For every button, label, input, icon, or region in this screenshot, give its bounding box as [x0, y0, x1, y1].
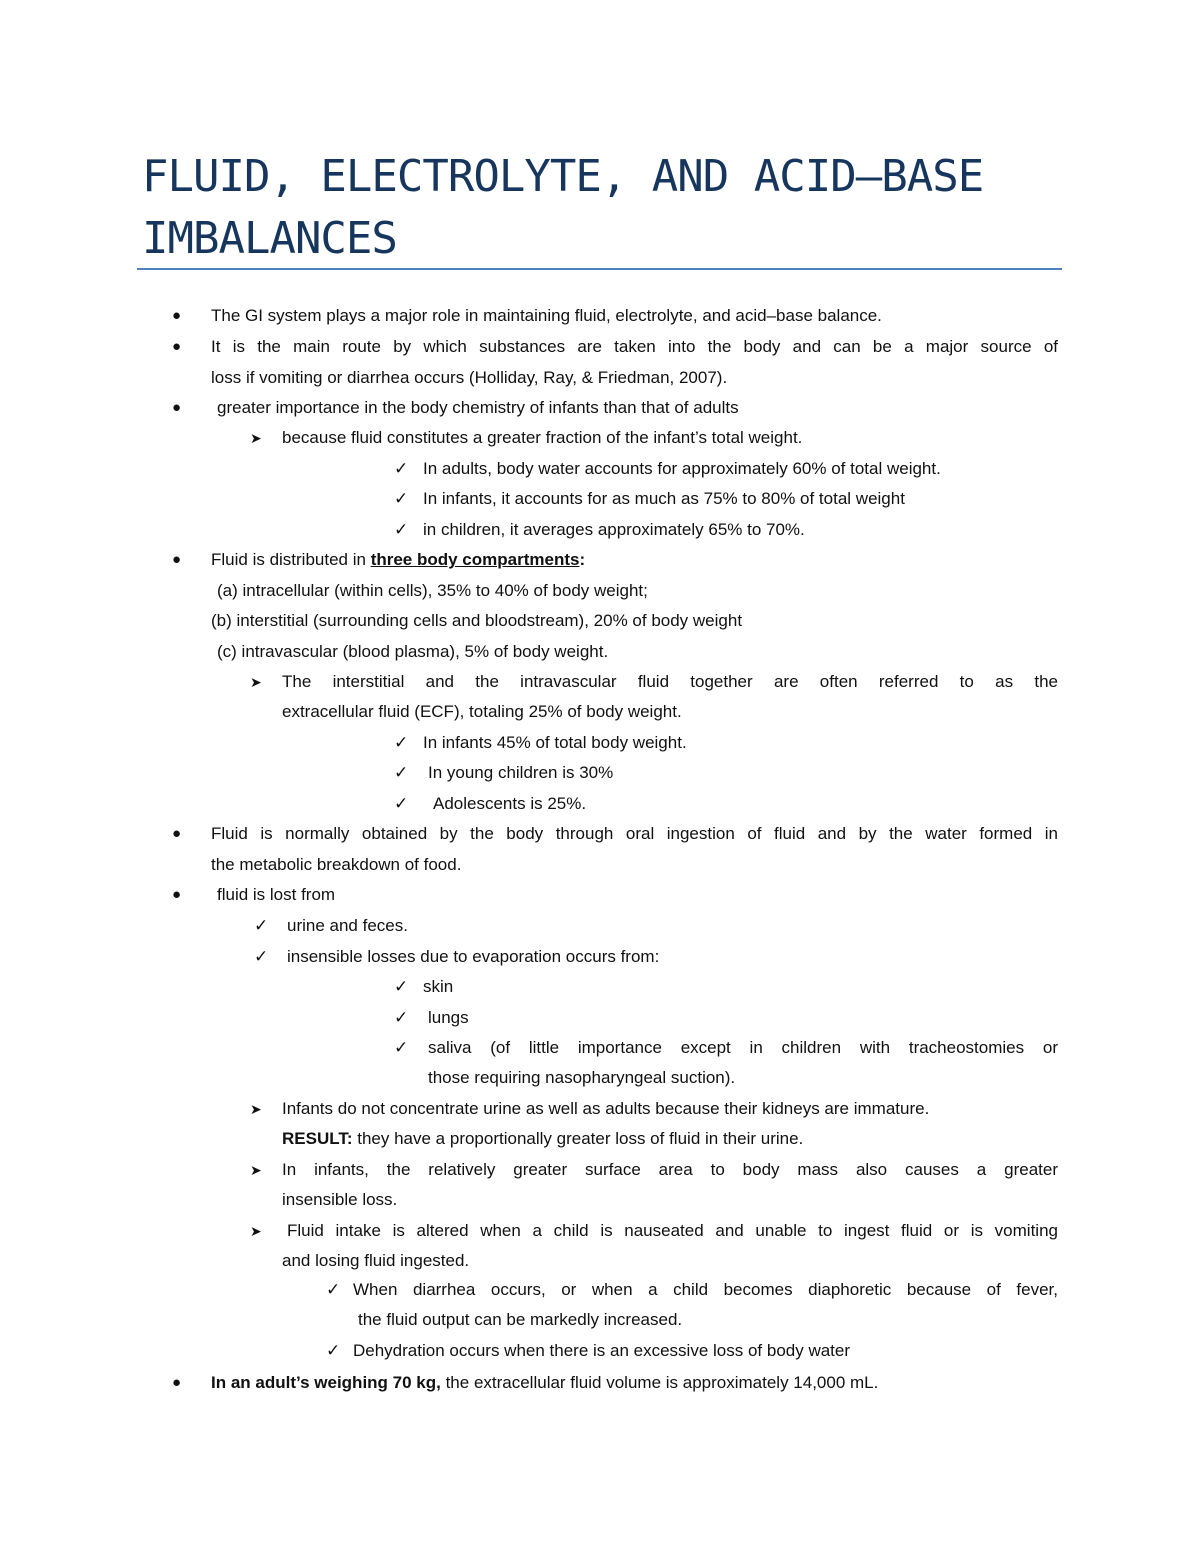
arrow-bullet-icon: ➤	[250, 1162, 262, 1178]
text-line: In young children is 30%	[428, 763, 614, 782]
text-line: Fluid intake is altered when a child is nauseated and unable to ingest fluid or is vomiting	[287, 1221, 1058, 1240]
text-line: Infants do not concentrate urine as well as adults because their kidneys are immature.	[282, 1099, 930, 1118]
text-line: insensible losses due to evaporation occurs from:	[287, 947, 660, 966]
text-line: Dehydration occurs when there is an excessive loss of body water	[353, 1341, 851, 1360]
emphasis-text: RESULT:	[282, 1129, 353, 1148]
checkmark-icon: ✓	[394, 459, 409, 478]
text-line: the fluid output can be markedly increased.	[358, 1310, 683, 1329]
text-line: because fluid constitutes a greater fraction of the infant’s total weight.	[282, 428, 803, 447]
text-line: (a) intracellular (within cells), 35% to 40% of body weight;	[217, 581, 648, 600]
bullet-icon: ●	[172, 338, 182, 355]
bullet-icon: ●	[172, 307, 182, 324]
text-line: and losing fluid ingested.	[282, 1251, 470, 1270]
text-line: saliva (of little importance except in children with tracheostomies or	[428, 1038, 1058, 1057]
checkmark-icon: ✓	[394, 520, 409, 539]
text-line: in children, it averages approximately 65% to 70%.	[423, 520, 805, 539]
bullet-icon: ●	[172, 551, 182, 568]
bullet-icon: ●	[172, 399, 182, 416]
text-line: fluid is lost from	[217, 885, 336, 904]
text-line: RESULT: they have a proportionally greater loss of fluid in their urine.	[282, 1129, 804, 1148]
text-line: urine and feces.	[287, 916, 408, 935]
text-line: Fluid is distributed in three body compartments:	[211, 550, 586, 569]
text-line: greater importance in the body chemistry of infants than that of adults	[217, 398, 739, 417]
text-line: When diarrhea occurs, or when a child becomes diaphoretic because of fever,	[353, 1280, 1058, 1299]
text-line: loss if vomiting or diarrhea occurs (Holliday, Ray, & Friedman, 2007).	[211, 368, 728, 387]
checkmark-icon: ✓	[394, 977, 409, 996]
checkmark-icon: ✓	[394, 763, 409, 782]
text-line: those requiring nasopharyngeal suction).	[428, 1068, 736, 1087]
checkmark-icon: ✓	[394, 1038, 409, 1057]
text-line: insensible loss.	[282, 1190, 398, 1209]
text-line: the metabolic breakdown of food.	[211, 855, 462, 874]
emphasis-text: In an adult’s weighing 70 kg,	[211, 1373, 441, 1392]
text-line: The interstitial and the intravascular fluid together are often referred to as the	[282, 672, 1058, 691]
arrow-bullet-icon: ➤	[250, 674, 262, 690]
text-line: skin	[423, 977, 454, 996]
text-line: Adolescents is 25%.	[433, 794, 587, 813]
bullet-icon: ●	[172, 825, 182, 842]
title-underline-rule	[137, 268, 1062, 270]
text-line: (b) interstitial (surrounding cells and bloodstream), 20% of body weight	[211, 611, 743, 630]
text-line: extracellular fluid (ECF), totaling 25% of body weight.	[282, 702, 682, 721]
checkmark-icon: ✓	[394, 489, 409, 508]
text-line: Fluid is normally obtained by the body through oral ingestion of fluid and by the water formed in	[211, 824, 1058, 843]
page-title: FLUID, ELECTROLYTE, AND ACID–BASE IMBALANCES	[142, 151, 984, 264]
text-line: The GI system plays a major role in maintaining fluid, electrolyte, and acid–base balance.	[211, 306, 882, 325]
checkmark-icon: ✓	[326, 1341, 341, 1360]
emphasis-text: three body compartments	[370, 550, 580, 569]
text-line: It is the main route by which substances are taken into the body and can be a major source of	[211, 337, 1058, 356]
arrow-bullet-icon: ➤	[250, 1223, 262, 1239]
checkmark-icon: ✓	[394, 1008, 409, 1027]
text-line: In infants, it accounts for as much as 75% to 80% of total weight	[423, 489, 905, 508]
bullet-icon: ●	[172, 1374, 182, 1391]
checkmark-icon: ✓	[326, 1280, 341, 1299]
text-line: In an adult’s weighing 70 kg, the extracellular fluid volume is approximately 14,000 mL.	[211, 1373, 879, 1392]
checkmark-icon: ✓	[254, 916, 269, 935]
text-line: (c) intravascular (blood plasma), 5% of body weight.	[217, 642, 609, 661]
text-line: In infants, the relatively greater surface area to body mass also causes a greater	[282, 1160, 1058, 1179]
text-line: lungs	[428, 1008, 469, 1027]
text-line: In infants 45% of total body weight.	[423, 733, 687, 752]
checkmark-icon: ✓	[394, 733, 409, 752]
arrow-bullet-icon: ➤	[250, 1101, 262, 1117]
checkmark-icon: ✓	[254, 947, 269, 966]
arrow-bullet-icon: ➤	[250, 430, 262, 446]
text-line: In adults, body water accounts for approximately 60% of total weight.	[423, 459, 941, 478]
checkmark-icon: ✓	[394, 794, 409, 813]
bullet-icon: ●	[172, 886, 182, 903]
